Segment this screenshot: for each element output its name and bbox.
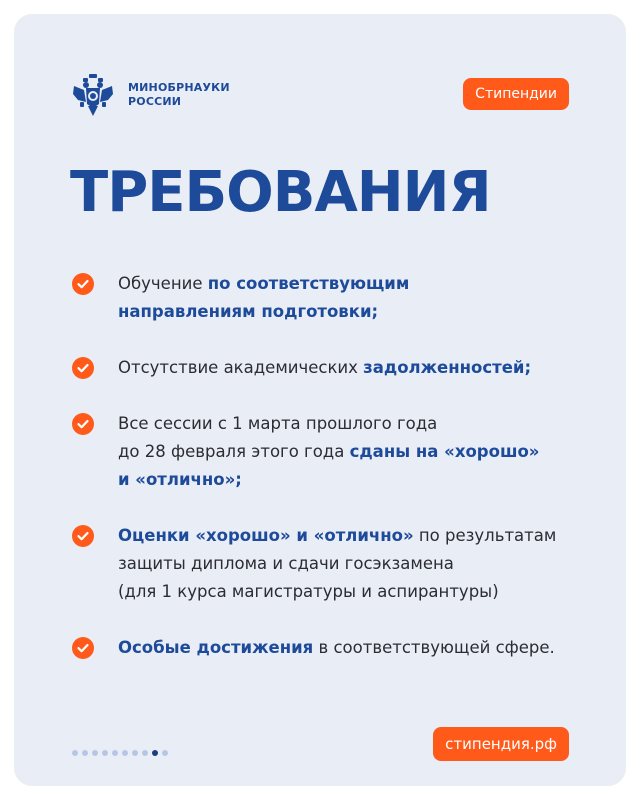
pagination-dot[interactable] (92, 750, 98, 756)
ministry-name (128, 81, 230, 109)
requirement-item (72, 410, 592, 494)
requirement-line (118, 410, 592, 438)
highlighted-text: сданы на «хорошо» (349, 442, 540, 461)
requirement-item (72, 634, 592, 662)
requirement-text (118, 410, 592, 494)
plain-text: по результатам (413, 526, 557, 545)
requirement-line (118, 578, 592, 606)
pagination-dot-active[interactable] (152, 750, 158, 756)
plain-text: Обучение (118, 274, 208, 293)
requirement-line (118, 634, 592, 662)
requirements-list (72, 270, 592, 662)
check-circle-icon (72, 525, 94, 547)
plain-text: (для 1 курса магистратуры и аспирантуры) (118, 582, 499, 601)
requirement-item (72, 270, 592, 326)
plain-text: Отсутствие академических (118, 358, 364, 377)
highlighted-text: Особые достижения (118, 638, 314, 657)
check-circle-icon (72, 357, 94, 379)
plain-text: в соответствующей сфере. (313, 638, 555, 657)
highlighted-text: по соответствующим (207, 274, 410, 293)
highlighted-text: и «отлично»; (118, 470, 242, 489)
pagination-dot[interactable] (82, 750, 88, 756)
requirement-line (118, 438, 592, 466)
requirement-text (118, 354, 592, 382)
ministry-header (70, 72, 230, 118)
scholarships-tag: Стипендии (463, 78, 569, 110)
slide-card (14, 14, 626, 786)
check-circle-icon (72, 413, 94, 435)
requirement-line (118, 522, 592, 550)
pagination-dot[interactable] (72, 750, 78, 756)
requirement-text (118, 522, 592, 606)
requirement-item (72, 354, 592, 382)
requirement-line (118, 270, 592, 298)
pagination-dot[interactable] (112, 750, 118, 756)
pagination-dot[interactable] (122, 750, 128, 756)
plain-text: Все сессии с 1 марта прошлого года (118, 414, 438, 433)
page-title: ТРЕБОВАНИЯ (70, 160, 491, 225)
pagination-dot[interactable] (132, 750, 138, 756)
requirement-line (118, 298, 592, 326)
plain-text: до 28 февраля этого года (118, 442, 350, 461)
requirement-line (118, 354, 592, 382)
requirement-text (118, 634, 592, 662)
pagination-dot[interactable] (142, 750, 148, 756)
requirement-line (118, 466, 592, 494)
requirement-line (118, 550, 592, 578)
highlighted-text: направлениям подготовки; (118, 302, 379, 321)
plain-text: защиты диплома и сдачи госэкзамена (118, 554, 454, 573)
pagination-dot[interactable] (162, 750, 168, 756)
ministry-name-line2: РОССИИ (128, 95, 182, 108)
pagination-dot[interactable] (102, 750, 108, 756)
highlighted-text: Оценки «хорошо» и «отлично» (118, 526, 414, 545)
eagle-emblem-icon (70, 72, 116, 118)
website-link-badge[interactable]: стипендия.рф (433, 727, 569, 761)
check-circle-icon (72, 273, 94, 295)
highlighted-text: задолженностей; (363, 358, 532, 377)
requirement-item (72, 522, 592, 606)
ministry-name-line1: МИНОБРНАУКИ (128, 81, 230, 94)
pagination-dots (72, 750, 168, 756)
check-circle-icon (72, 637, 94, 659)
requirement-text (118, 270, 592, 326)
